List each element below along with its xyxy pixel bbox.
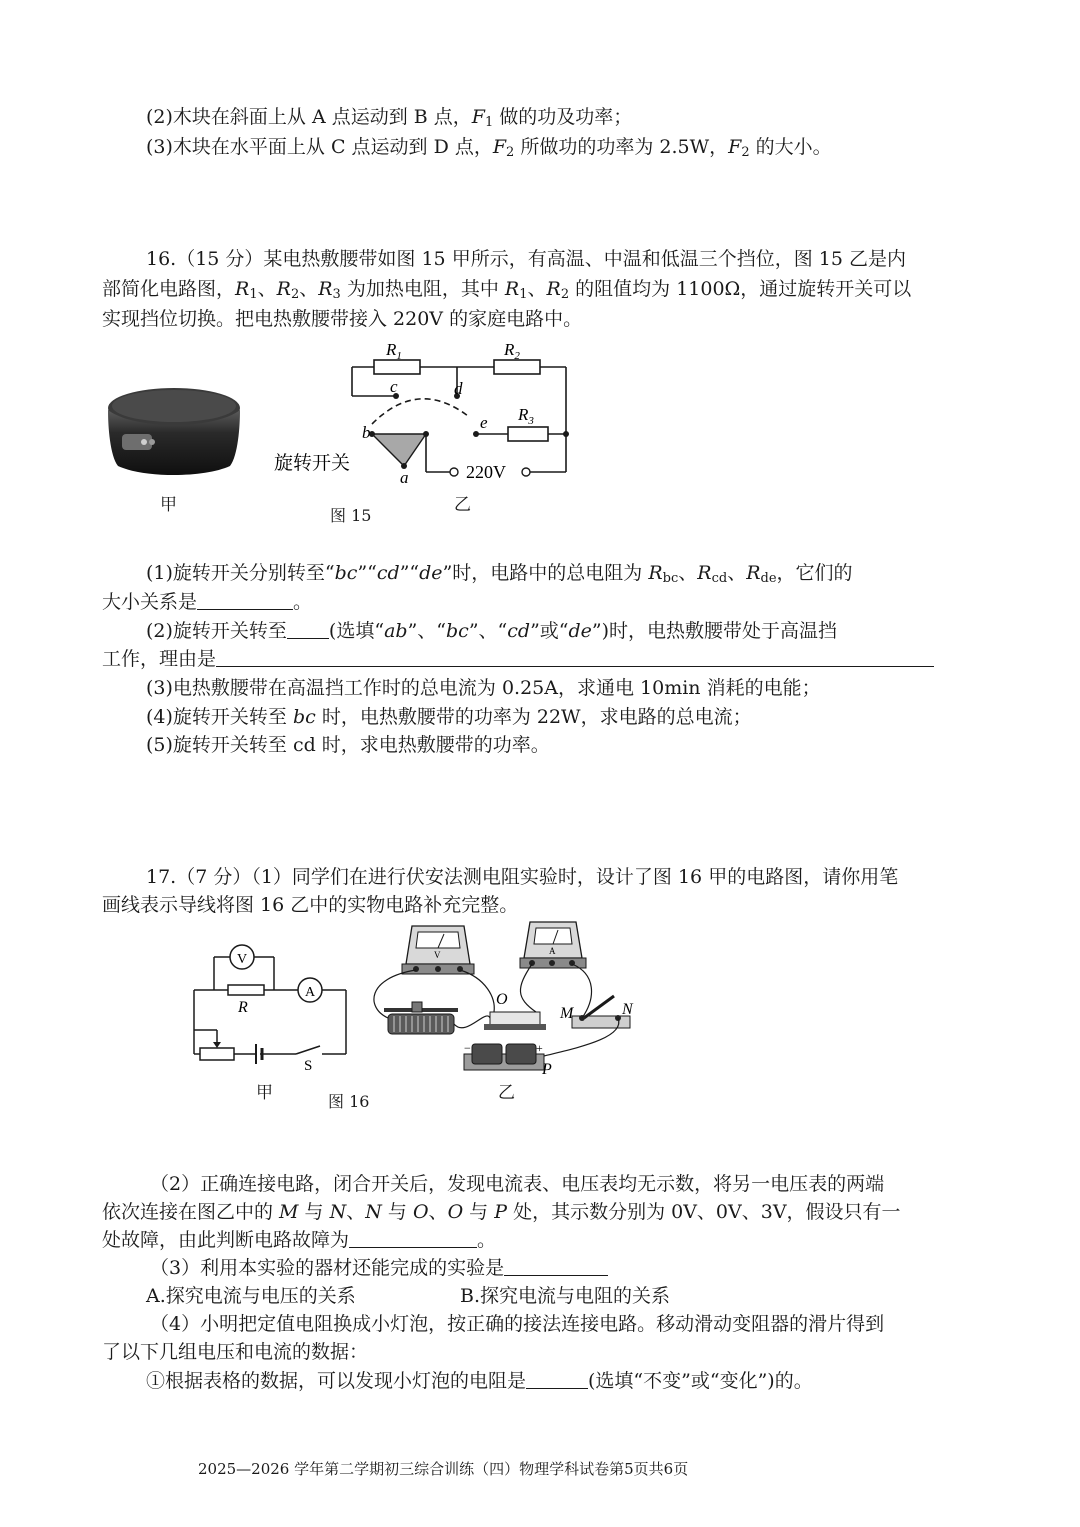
q15-part3: (3)木块在水平面上从 C 点运动到 D 点，$F_2$ 所做功的功率为 2.5W，$F_2$ 的大小。: [146, 136, 832, 160]
rotary-switch: [372, 434, 426, 466]
resistor-r3: [508, 427, 548, 441]
answer-blank-1[interactable]: [197, 591, 293, 610]
q17-option-b: B.探究电流与电阻的关系: [460, 1285, 671, 1307]
q17-intro-line2: 画线表示导线将图 16 乙中的实物电路补充完整。: [102, 894, 519, 916]
q17-sub3: （3）利用本实验的器材还能完成的实验是: [150, 1255, 608, 1281]
svg-text:V: V: [434, 950, 441, 960]
q16-sub2-line2: 工作，理由是: [102, 646, 934, 672]
rheostat-device: [384, 1002, 458, 1034]
point-c: c: [390, 377, 398, 396]
q16-intro-line1: 16.（15 分）某电热敷腰带如图 15 甲所示，有高温、中温和低温三个挡位，图 15 乙是内: [146, 248, 906, 270]
answer-blank-5[interactable]: [504, 1257, 608, 1276]
q17-sub2-line2: 依次连接在图乙中的 M 与 N、N 与 O、O 与 P 处，其示数分别为 0V、0V、3V，假设只有一: [102, 1201, 901, 1223]
svg-text:R2: $R_2$: [504, 340, 520, 362]
figure16-label-jia: 甲: [256, 1083, 273, 1103]
figure16-caption: 图 16: [328, 1092, 370, 1111]
svg-text:A: A: [305, 985, 316, 1000]
figure16-label-yi: 乙: [498, 1083, 515, 1103]
q16-sub4: (4)旋转开关转至 bc 时，电热敷腰带的功率为 22W，求电路的总电流；: [146, 706, 752, 728]
q16-sub2-line1: (2)旋转开关转至 (选填“ab”、“bc”、“cd”或“de”)时，电热敷腰带处于高温挡: [146, 620, 838, 642]
svg-text:+: +: [536, 1041, 543, 1055]
svg-text:M: M: [560, 1005, 574, 1022]
point-e: e: [480, 413, 488, 432]
svg-text:P: P: [542, 1061, 552, 1078]
answer-blank-2[interactable]: [287, 620, 329, 639]
resistor-r1: [374, 360, 420, 374]
svg-text:R3: $R_3$: [518, 405, 534, 427]
svg-text:R: R: [238, 999, 248, 1016]
answer-blank-3[interactable]: [216, 648, 934, 667]
q16-sub1-line2: 大小关系是 。: [102, 591, 313, 613]
ammeter-device: [520, 922, 586, 968]
svg-text:O: O: [496, 991, 508, 1008]
q17-intro-line1: 17.（7 分）（1）同学们在进行伏安法测电阻实验时，设计了图 16 甲的电路图，请你用笔: [146, 866, 899, 888]
q16-sub1-line1: (1)旋转开关分别转至“bc”“cd”“de”时，电路中的总电阻为 $R_{bc}$、$R_{cd}$、$R_{de}$，它们的: [146, 562, 853, 586]
svg-text:V: V: [237, 952, 248, 967]
svg-text:A: A: [549, 946, 556, 956]
q17-sub2-line3: 处故障，由此判断电路故障为 。: [102, 1229, 497, 1251]
q17-sub4-line2: 了以下几组电压和电流的数据：: [102, 1341, 369, 1363]
point-d: d: [454, 379, 463, 398]
svg-text:−: −: [464, 1041, 471, 1055]
q16-sub5: (5)旋转开关转至 cd 时，求电热敷腰带的功率。: [146, 734, 550, 756]
figure15-yi-circuit: [268, 338, 588, 490]
answer-blank-4[interactable]: [349, 1229, 477, 1248]
figure16-yi-apparatus: [366, 918, 646, 1078]
figure15-label-jia: 甲: [160, 495, 177, 515]
schematic-rheostat: [200, 1048, 234, 1060]
q16-intro-line2: 部简化电路图，$R_1$、$R_2$、$R_3$ 为加热电阻，其中 $R_1$、$R_2$ 的阻值均为 1100Ω，通过旋转开关可以: [102, 278, 912, 302]
rotary-switch-label: 旋转开关: [274, 453, 351, 474]
resistor-device: [490, 1012, 540, 1026]
q15-part2: (2)木块在斜面上从 A 点运动到 B 点，$F_1$ 做的功及功率；: [146, 106, 633, 130]
page-footer: 2025—2026 学年第二学期初三综合训练（四）物理学科试卷第5页共6页: [198, 1460, 689, 1478]
voltmeter-device: [402, 926, 474, 974]
q17-sub4-line1: （4）小明把定值电阻换成小灯泡，按正确的接法连接电路。移动滑动变阻器的滑片得到: [150, 1313, 885, 1335]
q17-sub2-line1: （2）正确连接电路，闭合开关后，发现电流表、电压表均无示数，将另一电压表的两端: [150, 1173, 885, 1195]
q16-intro-line3: 实现挡位切换。把电热敷腰带接入 220V 的家庭电路中。: [102, 308, 583, 330]
figure15-label-yi: 乙: [454, 495, 471, 515]
battery-device: [464, 1044, 544, 1070]
schematic-resistor: [228, 985, 264, 995]
figure16-jia-schematic: [186, 940, 356, 1072]
svg-text:S: S: [304, 1058, 313, 1072]
figure15-caption: 图 15: [330, 506, 372, 525]
resistor-r2: [494, 360, 540, 374]
answer-blank-6[interactable]: [526, 1370, 588, 1389]
figure15-jia-belt: [104, 386, 244, 478]
q17-option-a: A.探究电流与电压的关系: [146, 1285, 356, 1307]
point-b: b: [362, 423, 371, 442]
q17-sub4-item1: ①根据表格的数据，可以发现小灯泡的电阻是 (选填“不变”或“变化”)的。: [146, 1370, 813, 1392]
svg-text:R1: $R_1$: [386, 340, 402, 362]
voltage-label: 220V: [466, 462, 506, 482]
svg-text:N: N: [622, 1001, 633, 1018]
point-a: a: [400, 468, 409, 487]
q16-sub3: (3)电热敷腰带在高温挡工作时的总电流为 0.25A，求通电 10min 消耗的电能；: [146, 677, 821, 699]
